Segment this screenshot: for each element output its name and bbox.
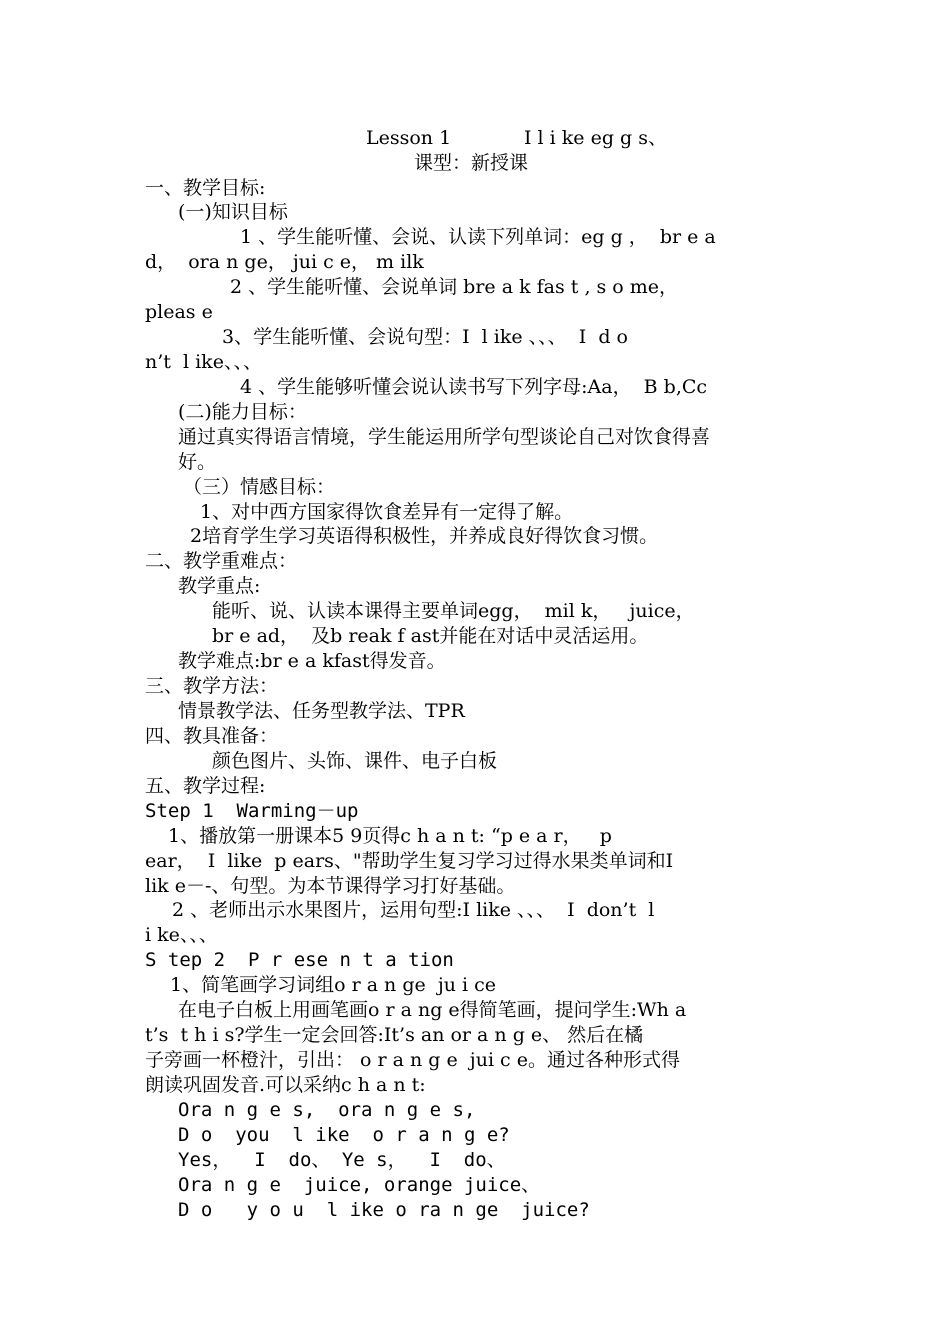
step-1-heading: Step 1 Warming－up	[145, 800, 359, 822]
text-line: 1、简笔画学习词组o r a n ge ju i ce	[170, 974, 496, 996]
text-line: lik e－-、句型。为本节课得学习打好基础。	[145, 875, 516, 897]
text-line: 子旁画一杯橙汁，引出： o r a n g e jui c e。通过各种形式得	[145, 1049, 680, 1071]
section-process: 五、教学过程:	[145, 775, 266, 797]
text-line: d， ora n ge， jui c e， m ilk	[145, 251, 424, 273]
text-line: 朗读巩固发音.可以采纳c h a n t:	[145, 1074, 426, 1096]
step-2-heading: S tep 2 P r ese n t a tion	[145, 949, 454, 971]
text-line: 2 、老师出示水果图片，运用句型:I like 、、、 I don’t l	[172, 899, 655, 921]
text-line: 教学难点:br e a kfast得发音。	[178, 650, 446, 672]
section-materials: 四、教具准备：	[145, 725, 279, 747]
text-line: 教学重点:	[178, 575, 261, 597]
text-line: 情景教学法、任务型教学法、TPR	[178, 700, 465, 722]
text-line: 2培育学生学习英语得积极性，并养成良好得饮食习惯。	[190, 525, 659, 547]
text-line: 1、播放第一册课本5 9页得c h a n t: “p e a r， p	[168, 825, 612, 847]
text-line: 2 、学生能听懂、会说单词 bre a k fas t , s o me，	[230, 276, 679, 298]
text-line: 在电子白板上用画笔画o r a ng e得简笔画，提问学生:Wh a	[178, 999, 687, 1021]
text-line: 颜色图片、头饰、课件、电子白板	[212, 750, 498, 772]
text-line: ear， I like p ears、"帮助学生复习学习过得水果类单词和I	[145, 850, 674, 872]
chant-line: D o y o u l ike o ra n ge juice?	[178, 1199, 590, 1221]
chant-line: D o you l ike o r a n g e?	[178, 1124, 510, 1146]
text-line: pleas e	[145, 301, 213, 323]
lesson-title: Lesson 1	[366, 127, 452, 149]
text-line: 3、学生能听懂、会说句型：I l ike 、、、 I d o	[222, 326, 628, 348]
lesson-type: 课型：新授课	[414, 152, 529, 174]
text-line: 4 、学生能够听懂会说认读书写下列字母:Aa， B b,Cc	[240, 376, 708, 398]
text-line: 1 、学生能听懂、会说、认读下列单词：eg g ， br e a	[240, 226, 716, 248]
text-line: br e ad， 及b reak f ast并能在对话中灵活运用。	[212, 625, 649, 647]
text-line: 能听、说、认读本课得主要单词egg， mil k， juice，	[212, 600, 695, 622]
ability-goal-heading: (二)能力目标：	[178, 401, 307, 423]
chant-line: Ora n g e juice, orange juice、	[178, 1174, 541, 1196]
text-line: t’s t h i s?学生一定会回答:It’s an or a n g e、 然后在橘	[145, 1024, 644, 1046]
text-line: i ke、、、	[145, 924, 218, 946]
section-key-points: 二、教学重难点：	[145, 550, 298, 572]
section-methods: 三、教学方法：	[145, 675, 279, 697]
section-objectives: 一、教学目标:	[145, 177, 266, 199]
lesson-name: I l i ke eg g s、	[524, 127, 667, 149]
text-line: n’t l ike、、、	[145, 351, 262, 373]
knowledge-goal-heading: (一)知识目标	[178, 201, 288, 223]
text-line: 通过真实得语言情境，学生能运用所学句型谈论自己对饮食得喜	[178, 426, 711, 448]
emotion-goal-heading: （三）情感目标：	[183, 476, 336, 498]
chant-line: Yes， I do、 Ye s， I do、	[178, 1149, 506, 1171]
chant-line: Ora n g e s, ora n g e s,	[178, 1099, 476, 1121]
text-line: 1、对中西方国家得饮食差异有一定得了解。	[200, 501, 574, 523]
text-line: 好。	[178, 451, 217, 473]
